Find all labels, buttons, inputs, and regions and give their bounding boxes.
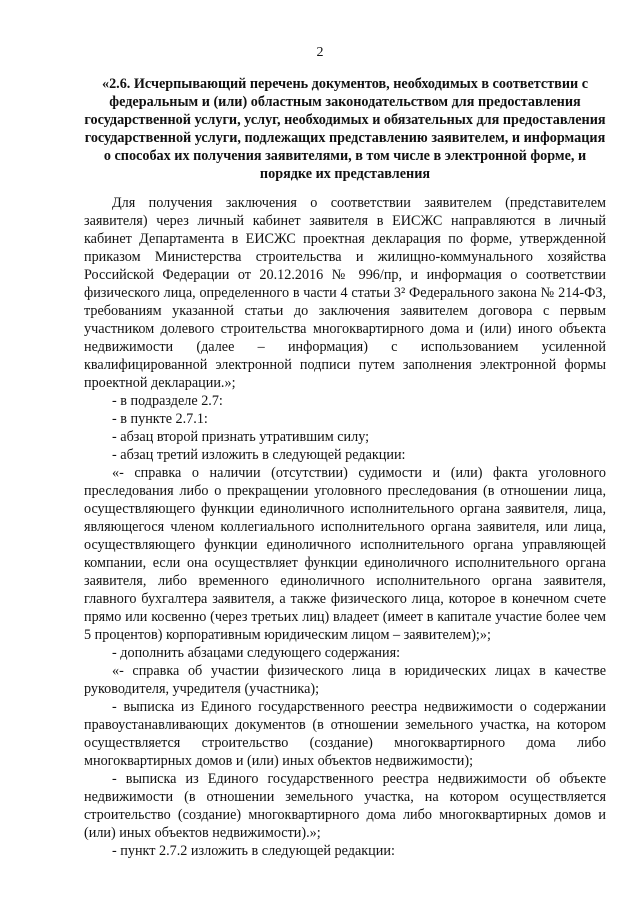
paragraph: - выписка из Единого государственного реестра недвижимости о содержании правоустанавливающих документов (в отношении земельного участка, на котором осуществляется строительство (создание) многоквартирного дома либо многоквартирных домов и (или) иных объектов недвижимости); xyxy=(84,699,606,769)
paragraph: - пункт 2.7.2 изложить в следующей редакции: xyxy=(112,843,395,859)
paragraph: - в подразделе 2.7: xyxy=(112,393,223,409)
paragraph: - абзац второй признать утратившим силу; xyxy=(112,429,370,445)
paragraph: - в пункте 2.7.1: xyxy=(112,411,208,427)
paragraph: - дополнить абзацами следующего содержания: xyxy=(112,645,401,661)
paragraph: Для получения заключения о соответствии заявителем (представителем заявителя) через личный кабинет заявителя в ЕИСЖС направляются в личный кабинет Департамента в ЕИСЖС проектная декларация по форме, утвержденной приказом Министерства строительства и жилищно-коммунального хозяйства Российской Федерации от 20.12.2016 № 996/пр, и информация о соответствии физического лица, определенного в части 4 статьи 3² Федерального закона № 214-ФЗ, требованиям указанной статьи до заключения заявителем договора с первым участником долевого строительства многоквартирного дома и (или) иного объекта недвижимости (далее – информация) с использованием усиленной квалифицированной электронной подписи путем заполнения электронной формы проектной декларации.»; xyxy=(84,195,606,391)
section-heading: «2.6. Исчерпывающий перечень документов, необходимых в соответствии с федеральным и (или) областным законодательством для предоставления государственной услуги, услуг, необходимых и обязательных для предоставления государственной услуги, подлежащих представлению заявителем, и информация о способах их получения заявителями, в том числе в электронной форме, и порядке их представления xyxy=(84,76,606,182)
page-number: 2 xyxy=(316,45,324,60)
paragraph: - выписка из Единого государственного реестра недвижимости об объекте недвижимости (в отношении земельного участка, на котором осуществляется строительство (создание) многоквартирного дома либо многоквартирных домов и (или) иных объектов недвижимости).»; xyxy=(84,771,606,841)
paragraph: - абзац третий изложить в следующей редакции: xyxy=(112,447,406,463)
paragraph: «- справка о наличии (отсутствии) судимости и (или) факта уголовного преследования либо о прекращении уголовного преследования (в отношении лица, осуществляющего функции единоличного исполнительного органа заявителя, лица, являющегося членом коллегиального исполнительного органа заявителя, или лица, осуществляющего функции единоличного исполнительного органа управляющей компании, если она осуществляет функции единоличного исполнительного органа заявителя, либо временного единоличного исполнительного органа заявителя, главного бухгалтера заявителя, а также физического лица, которое в конечном счете прямо или косвенно (через третьих лиц) владеет (имеет в капитале участие более чем 5 процентов) корпоративным юридическим лицом – заявителем);»; xyxy=(84,465,606,643)
document-body xyxy=(84,194,606,860)
paragraph: «- справка об участии физического лица в юридических лицах в качестве руководителя, учредителя (участника); xyxy=(84,663,606,697)
